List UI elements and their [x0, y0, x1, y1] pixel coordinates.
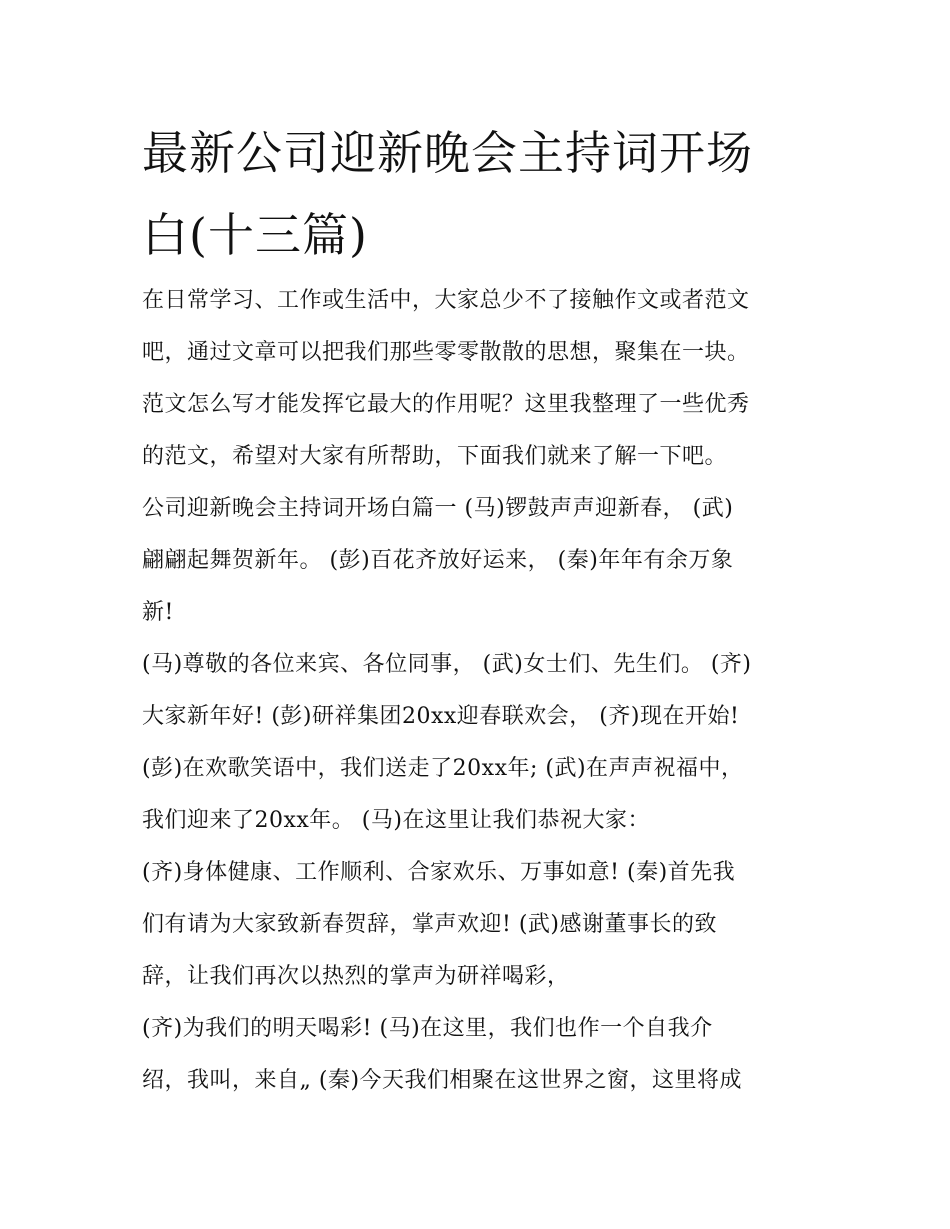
- title-line: 白(十三篇): [142, 208, 368, 262]
- body-line: 的范文，希望对大家有所帮助，下面我们就来了解一下吧。: [142, 444, 728, 469]
- body-line: 范文怎么写才能发挥它最大的作用呢？这里我整理了一些优秀: [142, 392, 750, 417]
- body-line: 在日常学习、工作或生活中，大家总少不了接触作文或者范文: [142, 288, 750, 313]
- body-line: 辞，让我们再次以热烈的掌声为研祥喝彩，: [142, 964, 570, 989]
- body-line: 新!: [142, 600, 174, 625]
- body-line: (齐)为我们的明天喝彩! (马)在这里，我们也作一个自我介: [142, 1016, 713, 1041]
- body-line: 翩翩起舞贺新年。 (彭)百花齐放好运来， (秦)年年有余万象: [142, 548, 734, 573]
- body-line: 绍，我叫，来自„ (秦)今天我们相聚在这世界之窗，这里将成: [142, 1068, 743, 1093]
- body-line: 们有请为大家致新春贺辞，掌声欢迎! (武)感谢董事长的致: [142, 912, 718, 937]
- body-line: (彭)在欢歌笑语中，我们送走了20xx年; (武)在声声祝福中，: [142, 756, 744, 781]
- body-line: 吧，通过文章可以把我们那些零零散散的思想，聚集在一块。: [142, 340, 750, 365]
- body-line: (马)尊敬的各位来宾、各位同事， (武)女士们、先生们。 (齐): [142, 652, 752, 677]
- body-line: 我们迎来了20xx年。 (马)在这里让我们恭祝大家：: [142, 808, 650, 833]
- document-body: [142, 275, 842, 1107]
- body-line: (齐)身体健康、工作顺利、合家欢乐、万事如意! (秦)首先我: [142, 860, 736, 885]
- body-line: 公司迎新晚会主持词开场白篇一 (马)锣鼓声声迎新春， (武): [142, 496, 734, 521]
- title-line: 最新公司迎新晚会主持词开场: [142, 126, 753, 180]
- body-line: 大家新年好! (彭)研祥集团20xx迎春联欢会， (齐)现在开始!: [142, 704, 740, 729]
- document-title: [142, 112, 822, 276]
